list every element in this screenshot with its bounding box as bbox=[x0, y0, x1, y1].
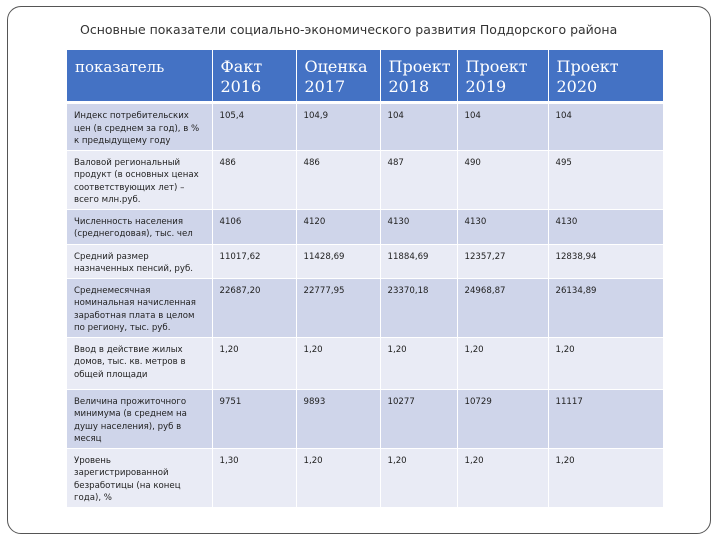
indicator-cell: Ввод в действие жилых домов, тыс. кв. метров в общей площади bbox=[67, 337, 212, 389]
value-cell: 104 bbox=[380, 103, 457, 151]
value-cell: 12838,94 bbox=[548, 244, 663, 278]
table-header-row bbox=[67, 50, 663, 103]
value-cell: 12357,27 bbox=[457, 244, 548, 278]
value-cell: 486 bbox=[212, 150, 296, 209]
value-cell: 1,20 bbox=[212, 337, 296, 389]
value-cell: 104,9 bbox=[296, 103, 380, 151]
indicator-cell: Индекс потребительских цен (в среднем за год), в % к предыдущему году bbox=[67, 103, 212, 151]
column-header-project-2018: Проект 2018 bbox=[380, 50, 457, 103]
table-row bbox=[67, 337, 663, 389]
value-cell: 1,20 bbox=[457, 337, 548, 389]
value-cell: 487 bbox=[380, 150, 457, 209]
value-cell: 104 bbox=[548, 103, 663, 151]
value-cell: 486 bbox=[296, 150, 380, 209]
value-cell: 11884,69 bbox=[380, 244, 457, 278]
indicator-cell: Валовой региональный продукт (в основных ценах соответствующих лет) – всего млн.руб. bbox=[67, 150, 212, 209]
value-cell: 11428,69 bbox=[296, 244, 380, 278]
value-cell: 1,20 bbox=[548, 448, 663, 507]
indicator-cell: Численность населения (среднегодовая), тыс. чел bbox=[67, 209, 212, 244]
column-header-project-2019: Проект 2019 bbox=[457, 50, 548, 103]
value-cell: 4130 bbox=[380, 209, 457, 244]
page-title: Основные показатели социально-экономического развития Поддорского района bbox=[80, 22, 618, 37]
value-cell: 4106 bbox=[212, 209, 296, 244]
value-cell: 1,20 bbox=[548, 337, 663, 389]
value-cell: 11117 bbox=[548, 389, 663, 448]
table-row bbox=[67, 150, 663, 209]
table-row bbox=[67, 448, 663, 507]
indicator-cell: Среднемесячная номинальная начисленная заработная плата в целом по региону, тыс. руб. bbox=[67, 278, 212, 337]
value-cell: 4130 bbox=[457, 209, 548, 244]
value-cell: 1,20 bbox=[380, 448, 457, 507]
indicator-cell: Величина прожиточного минимума (в среднем на душу населения), руб в месяц bbox=[67, 389, 212, 448]
table-row bbox=[67, 244, 663, 278]
value-cell: 104 bbox=[457, 103, 548, 151]
value-cell: 10729 bbox=[457, 389, 548, 448]
value-cell: 22687,20 bbox=[212, 278, 296, 337]
column-header-estimate-2017: Оценка 2017 bbox=[296, 50, 380, 103]
value-cell: 1,20 bbox=[380, 337, 457, 389]
value-cell: 24968,87 bbox=[457, 278, 548, 337]
indicators-table bbox=[67, 50, 664, 508]
value-cell: 490 bbox=[457, 150, 548, 209]
value-cell: 495 bbox=[548, 150, 663, 209]
table-row bbox=[67, 389, 663, 448]
value-cell: 22777,95 bbox=[296, 278, 380, 337]
column-header-project-2020: Проект 2020 bbox=[548, 50, 663, 103]
value-cell: 4130 bbox=[548, 209, 663, 244]
value-cell: 1,20 bbox=[457, 448, 548, 507]
value-cell: 11017,62 bbox=[212, 244, 296, 278]
indicator-cell: Средний размер назначенных пенсий, руб. bbox=[67, 244, 212, 278]
value-cell: 9893 bbox=[296, 389, 380, 448]
value-cell: 26134,89 bbox=[548, 278, 663, 337]
column-header-indicator: показатель bbox=[67, 50, 212, 103]
value-cell: 1,20 bbox=[296, 337, 380, 389]
value-cell: 1,20 bbox=[296, 448, 380, 507]
indicator-cell: Уровень зарегистрированной безработицы (на конец года), % bbox=[67, 448, 212, 507]
value-cell: 10277 bbox=[380, 389, 457, 448]
table-row bbox=[67, 278, 663, 337]
value-cell: 9751 bbox=[212, 389, 296, 448]
value-cell: 23370,18 bbox=[380, 278, 457, 337]
column-header-fact-2016: Факт 2016 bbox=[212, 50, 296, 103]
value-cell: 4120 bbox=[296, 209, 380, 244]
value-cell: 105,4 bbox=[212, 103, 296, 151]
table-row bbox=[67, 103, 663, 151]
table-row bbox=[67, 209, 663, 244]
value-cell: 1,30 bbox=[212, 448, 296, 507]
